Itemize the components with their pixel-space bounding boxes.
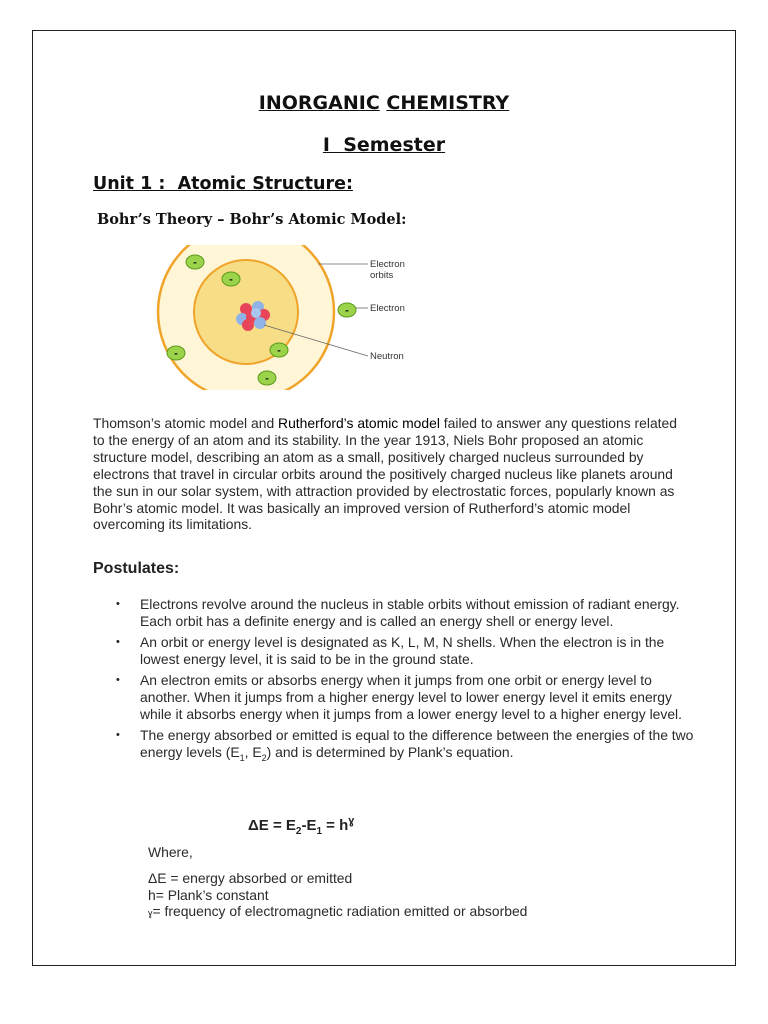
nu-symbol: ɣ xyxy=(148,908,153,919)
list-item xyxy=(116,596,696,629)
postulate-text: The energy absorbed or emitted is equal to the difference between the energies of the two energy levels ($E_1$, $E_2$) and is determined by Plank’s equation. xyxy=(140,727,694,763)
nu-definition: = frequency of electromagnetic radiation emitted or absorbed xyxy=(152,903,528,920)
label-electron-orbits-1: Electron xyxy=(370,259,405,270)
eq-lhs: ΔE = E xyxy=(248,817,296,834)
bullet: • xyxy=(116,729,120,742)
postulates-list xyxy=(116,596,696,771)
unit-heading: Unit 1 : Atomic Structure: xyxy=(93,174,353,194)
electron-sign: - xyxy=(229,273,233,286)
title-word-chemistry: CHEMISTRY xyxy=(386,92,510,114)
postulates-heading: Postulates: xyxy=(93,560,180,577)
electron xyxy=(186,255,204,269)
electron-sign: - xyxy=(265,372,269,385)
intro-paragraph xyxy=(93,415,685,533)
list-item xyxy=(116,634,696,667)
electron xyxy=(270,343,288,357)
planck-equation xyxy=(248,815,354,837)
def-delta-e: ΔE = energy absorbed or emitted xyxy=(148,870,353,886)
eq-sub-1: 1 xyxy=(316,826,323,837)
intro-text-2: failed to answer any questions related to the energy of an atom and its stability. In the year 1913, Niels Bohr proposed an atomic structure model, describing an atom as a small, positively charged nucleus surrounded by electrons that travel in circular orbits around the positively charged nucleus like planets around the sun in our solar system, with attraction provided by electrostatic forces, popularly known as Bohr’s atomic model. It was basically an improved version of Rutherford’s atomic model overcoming its limitations. xyxy=(93,415,677,533)
section-subtitle: Bohr’s Theory – Bohr’s Atomic Model: xyxy=(97,211,407,228)
electron-sign: - xyxy=(277,344,281,357)
intro-text-1: Thomson’s atomic model and xyxy=(93,415,279,431)
definitions xyxy=(148,870,527,922)
postulate-text: Electrons revolve around the nucleus in stable orbits without emission of radiant energy. Each orbit has a definite energy and is called an energy shell or energy level. xyxy=(140,596,680,629)
electron xyxy=(338,303,356,317)
electron-sign: - xyxy=(174,347,178,360)
semester-heading: I Semester xyxy=(322,134,446,156)
electron xyxy=(167,346,185,360)
electron-sign: - xyxy=(345,304,349,317)
bohr-atom-diagram xyxy=(150,245,430,390)
def-nu xyxy=(148,903,527,922)
page-title xyxy=(0,92,768,114)
postulate-text: An electron emits or absorbs energy when it jumps from one orbit or energy level to another. When it jumps from a higher energy level to lower energy level it emits energy while it absorbs energy when it jumps from a lower energy level to a higher energy level. xyxy=(140,672,683,722)
eq-rhs: = h xyxy=(322,817,349,834)
title-word-inorganic: INORGANIC xyxy=(258,92,380,114)
label-electron: Electron xyxy=(370,303,405,314)
label-neutron: Neutron xyxy=(370,351,404,362)
electron xyxy=(222,272,240,286)
bullet: • xyxy=(116,674,120,687)
eq-minus: -E xyxy=(301,817,317,834)
postulate-text: An orbit or energy level is designated as K, L, M, N shells. When the electron is in the lowest energy level, it is said to be in the ground state. xyxy=(140,634,665,667)
where-label: Where, xyxy=(148,844,193,860)
list-item xyxy=(116,672,696,722)
bullet: • xyxy=(116,598,120,610)
label-electron-orbits-2: orbits xyxy=(370,270,394,281)
electron xyxy=(258,371,276,385)
eq-sub-2: 2 xyxy=(295,826,302,837)
electron-sign: - xyxy=(193,256,197,269)
bullet: • xyxy=(116,636,120,649)
rutherford-link[interactable]: Rutherford’s atomic model xyxy=(278,415,440,431)
eq-nu: ɣ xyxy=(348,815,355,827)
list-item xyxy=(116,727,696,766)
def-h: h= Plank’s constant xyxy=(148,886,269,903)
